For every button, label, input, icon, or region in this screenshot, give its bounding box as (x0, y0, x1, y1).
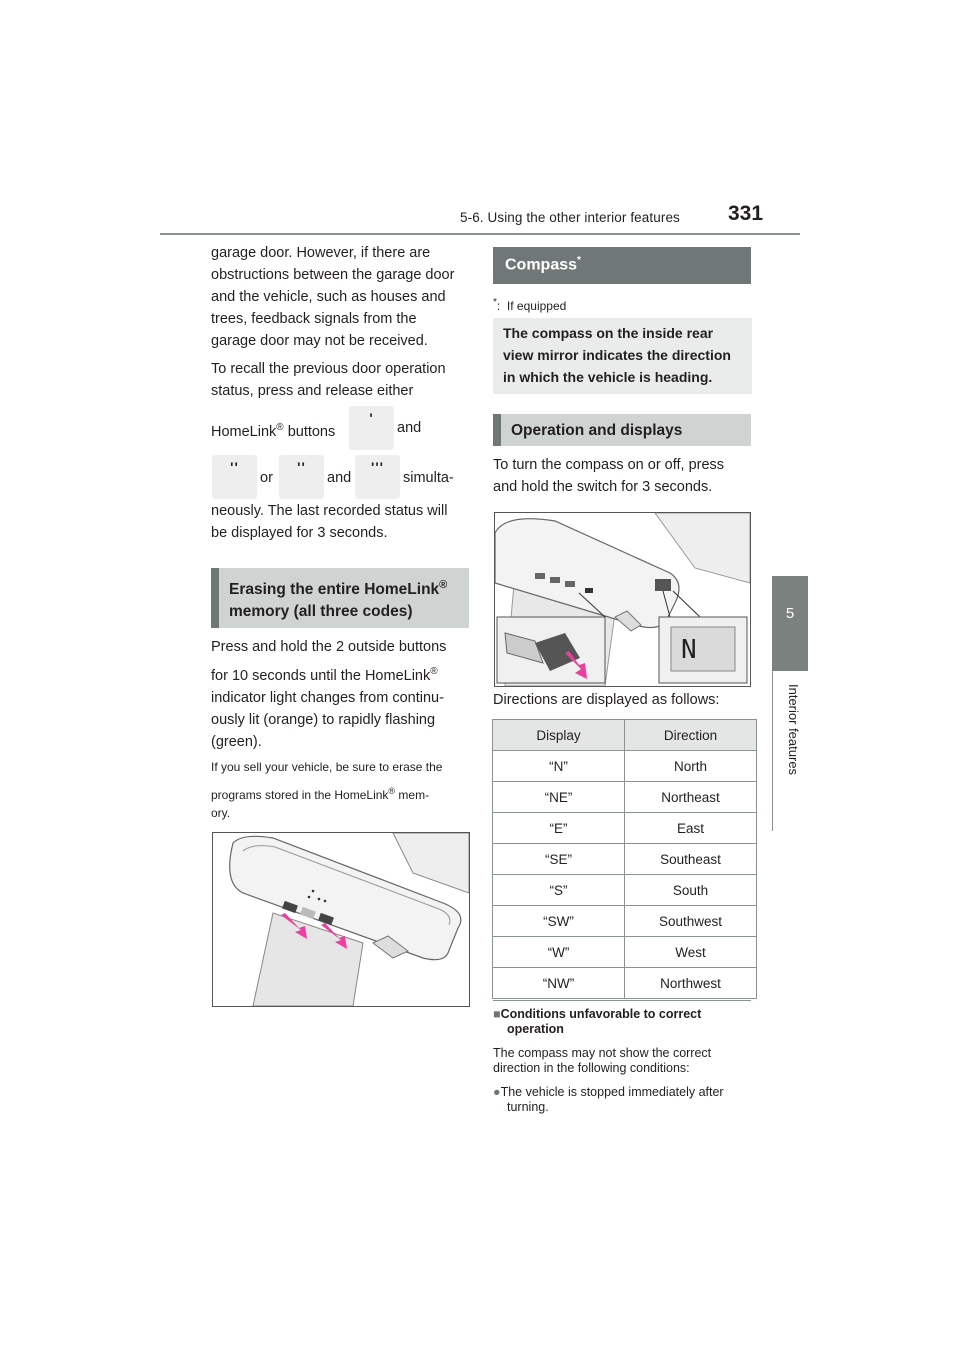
header-direction: Direction (625, 720, 757, 751)
operation-heading: Operation and displays (493, 414, 751, 446)
or-text: or (260, 470, 273, 486)
circle-bullet-icon: ● (493, 1085, 501, 1099)
table-row (493, 813, 757, 844)
table-row (493, 968, 757, 999)
table-row (493, 937, 757, 968)
chapter-number: 5 (785, 605, 795, 622)
compass-heading: Compass* (493, 247, 751, 284)
cell-direction: West (625, 937, 757, 968)
cell-display: “N” (493, 751, 625, 782)
homelink-button-1: ' (349, 406, 394, 450)
and-text-1: and (397, 420, 422, 436)
page-number: 331 (728, 202, 764, 225)
cell-display: “W” (493, 937, 625, 968)
cell-direction: Southeast (625, 844, 757, 875)
table-header-row (493, 720, 757, 751)
and-text-2: and (327, 470, 352, 486)
homelink-button-3: '' (279, 455, 324, 499)
table-row (493, 782, 757, 813)
compass-display-n: N (681, 635, 697, 665)
cell-direction: Northwest (625, 968, 757, 999)
mirror-illustration-compass (494, 512, 751, 687)
cell-direction: North (625, 751, 757, 782)
turn-paragraph: To turn the compass on or off, press and hold the switch for 3 seconds. (493, 457, 725, 495)
homelink-button-2: '' (212, 455, 257, 499)
table-row (493, 844, 757, 875)
erase-paragraph: Press and hold the 2 outside buttons for 10 seconds until the HomeLink® indicator light changes from continu- ously lit (orange) to rapidly flashing (green). (211, 639, 447, 750)
if-equipped-note: *: If equipped (493, 297, 567, 313)
compass-intro-box: The compass on the inside rear view mirror indicates the direction in which the vehicle is heading. (493, 318, 752, 394)
sell-note: If you sell your vehicle, be sure to erase the programs stored in the HomeLink® mem- ory. (211, 760, 443, 820)
recall-paragraph: neously. The last recorded status will be displayed for 3 seconds. (211, 503, 448, 541)
homelink-line: HomeLink® buttons (211, 422, 336, 440)
cell-direction: Southwest (625, 906, 757, 937)
cell-direction: South (625, 875, 757, 906)
section-title: 5-6. Using the other interior features (460, 210, 680, 225)
cell-direction: East (625, 813, 757, 844)
erase-heading: Erasing the entire HomeLink® memory (all three codes) (211, 568, 469, 628)
table-row (493, 906, 757, 937)
condition-bullet: ●The vehicle is stopped immediately after turning. (493, 1085, 724, 1114)
table-row (493, 875, 757, 906)
conditions-text: The compass may not show the correct direction in the following conditions: (493, 1046, 712, 1075)
table-row (493, 751, 757, 782)
header-rule (160, 233, 800, 235)
cell-display: “NE” (493, 782, 625, 813)
header-display: Display (493, 720, 625, 751)
tab-rule (772, 671, 773, 831)
garage-paragraph: garage door. However, if there are obstructions between the garage door and the vehicle, such as houses and trees, feedback signals from the garage door may not be received. To recall the previous door operation status, press and release either (211, 245, 455, 399)
cell-direction: Northeast (625, 782, 757, 813)
cell-display: “S” (493, 875, 625, 906)
cell-display: “SW” (493, 906, 625, 937)
mirror-illustration-homelink (212, 832, 470, 1007)
conditions-heading: ■Conditions unfavorable to correct operation (493, 1007, 702, 1036)
cell-display: “E” (493, 813, 625, 844)
cell-display: “NW” (493, 968, 625, 999)
chapter-label: Interior features (786, 684, 801, 776)
homelink-button-4: ''' (355, 455, 400, 499)
square-bullet-icon: ■ (493, 1007, 501, 1021)
directions-intro: Directions are displayed as follows: (493, 692, 720, 708)
chapter-tab (772, 576, 808, 671)
conditions-rule (493, 1000, 751, 1001)
simulta-text: simulta- (403, 470, 454, 486)
cell-display: “SE” (493, 844, 625, 875)
directions-table (492, 719, 757, 999)
